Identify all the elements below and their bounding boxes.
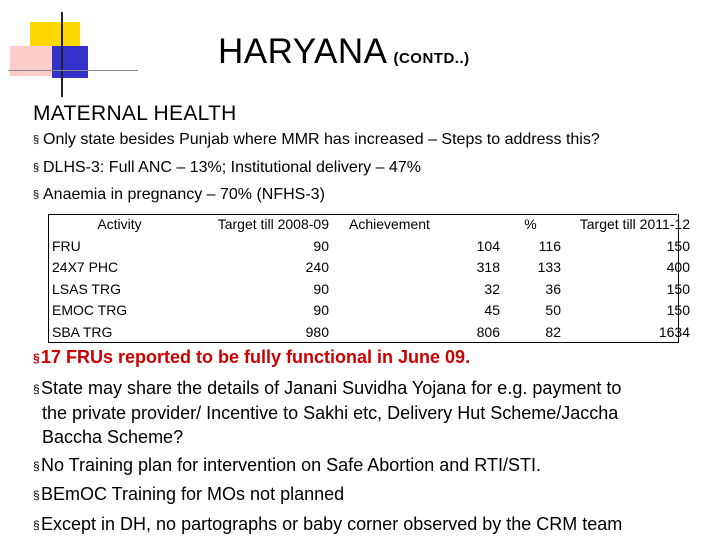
bullet-text: State may share the details of Janani Suvidha Yojana for e.g. payment to (41, 378, 622, 398)
section-heading: MATERNAL HEALTH (33, 102, 237, 125)
cell-percent: 133 (537, 259, 561, 275)
header-target-2011-12: Target till 2011-12 (579, 216, 690, 232)
bullet-marker: § (33, 189, 40, 201)
bullet-marker: § (33, 162, 40, 174)
table-row (48, 322, 690, 344)
cell-target-2011-12: 150 (666, 237, 690, 254)
bullet-marker: § (33, 382, 40, 396)
bullet-text: 17 FRUs reported to be fully functional in June 09. (41, 347, 471, 367)
bullet-marker: § (33, 134, 40, 146)
cell-target-2011-12: 150 (666, 302, 690, 318)
bullet-text: Only state besides Punjab where MMR has increased – Steps to address this? (43, 131, 600, 148)
bullet-text: Except in DH, no partographs or baby corner observed by the CRM team (41, 514, 623, 534)
cell-target-2008-09: 90 (313, 302, 329, 318)
header-percent: % (524, 216, 537, 232)
cell-target-2008-09: 90 (313, 280, 329, 297)
bullet-marker: § (33, 351, 40, 365)
header-achievement: Achievement (349, 216, 430, 232)
bullet-training (33, 455, 541, 476)
activity-table (48, 214, 690, 343)
table-row (48, 300, 690, 322)
bullet-mmr (33, 131, 600, 149)
title-main: HARYANA (218, 32, 388, 71)
decor-horizontal-line (8, 70, 138, 71)
table-row (48, 279, 690, 301)
table-border-top (48, 214, 677, 215)
cell-target-2008-09: 240 (305, 259, 329, 275)
cell-achievement: 104 (476, 237, 500, 254)
cell-target-2011-12: 1634 (658, 323, 690, 340)
cell-target-2011-12: 150 (666, 280, 690, 297)
cell-percent: 36 (545, 280, 561, 297)
decor-blue-square (52, 46, 88, 78)
bullet-text: BEmOC Training for MOs not planned (41, 484, 345, 504)
cell-achievement: 318 (476, 259, 500, 275)
cell-activity: LSAS TRG (52, 280, 121, 297)
bullet-anaemia (33, 186, 325, 204)
bullet-janani-line3: Baccha Scheme? (42, 427, 184, 447)
cell-target-2008-09: 90 (313, 237, 329, 254)
cell-activity: SBA TRG (52, 323, 113, 340)
title-sub: (CONTD..) (393, 50, 470, 67)
slide-title (218, 32, 470, 72)
decor-vertical-line (61, 12, 63, 97)
cell-achievement: 806 (476, 323, 500, 340)
bullet-text: Anaemia in pregnancy – 70% (NFHS-3) (43, 186, 325, 203)
cell-achievement: 45 (484, 302, 500, 318)
bullet-text: DLHS-3: Full ANC – 13%; Institutional delivery – 47% (43, 159, 421, 176)
table-header-row (48, 214, 690, 236)
bullet-marker: § (33, 518, 40, 532)
bullet-marker: § (33, 459, 40, 473)
bullet-partographs (33, 514, 622, 535)
cell-percent: 50 (545, 302, 561, 318)
bullet-janani-line1 (33, 378, 621, 399)
bullet-dlhs (33, 159, 421, 177)
bullet-fru-functional (33, 347, 470, 368)
bullet-janani-line2: the private provider/ Incentive to Sakhi etc, Delivery Hut Scheme/Jaccha (42, 403, 619, 423)
cell-target-2011-12: 400 (666, 259, 690, 275)
cell-achievement: 32 (484, 280, 500, 297)
table-row (48, 257, 690, 279)
header-target-2008-09: Target till 2008-09 (217, 216, 329, 232)
table-row (48, 236, 690, 258)
header-activity: Activity (97, 216, 142, 232)
decor-pink-square (10, 46, 54, 76)
cell-activity: FRU (52, 237, 81, 254)
cell-percent: 116 (538, 237, 561, 254)
bullet-marker: § (33, 488, 40, 502)
cell-target-2008-09: 980 (305, 323, 329, 340)
cell-activity: EMOC TRG (52, 302, 128, 318)
bullet-text: No Training plan for intervention on Safe Abortion and RTI/STI. (41, 455, 541, 475)
cell-percent: 82 (545, 323, 561, 340)
bullet-bemoc (33, 484, 344, 505)
cell-activity: 24X7 PHC (52, 259, 119, 275)
